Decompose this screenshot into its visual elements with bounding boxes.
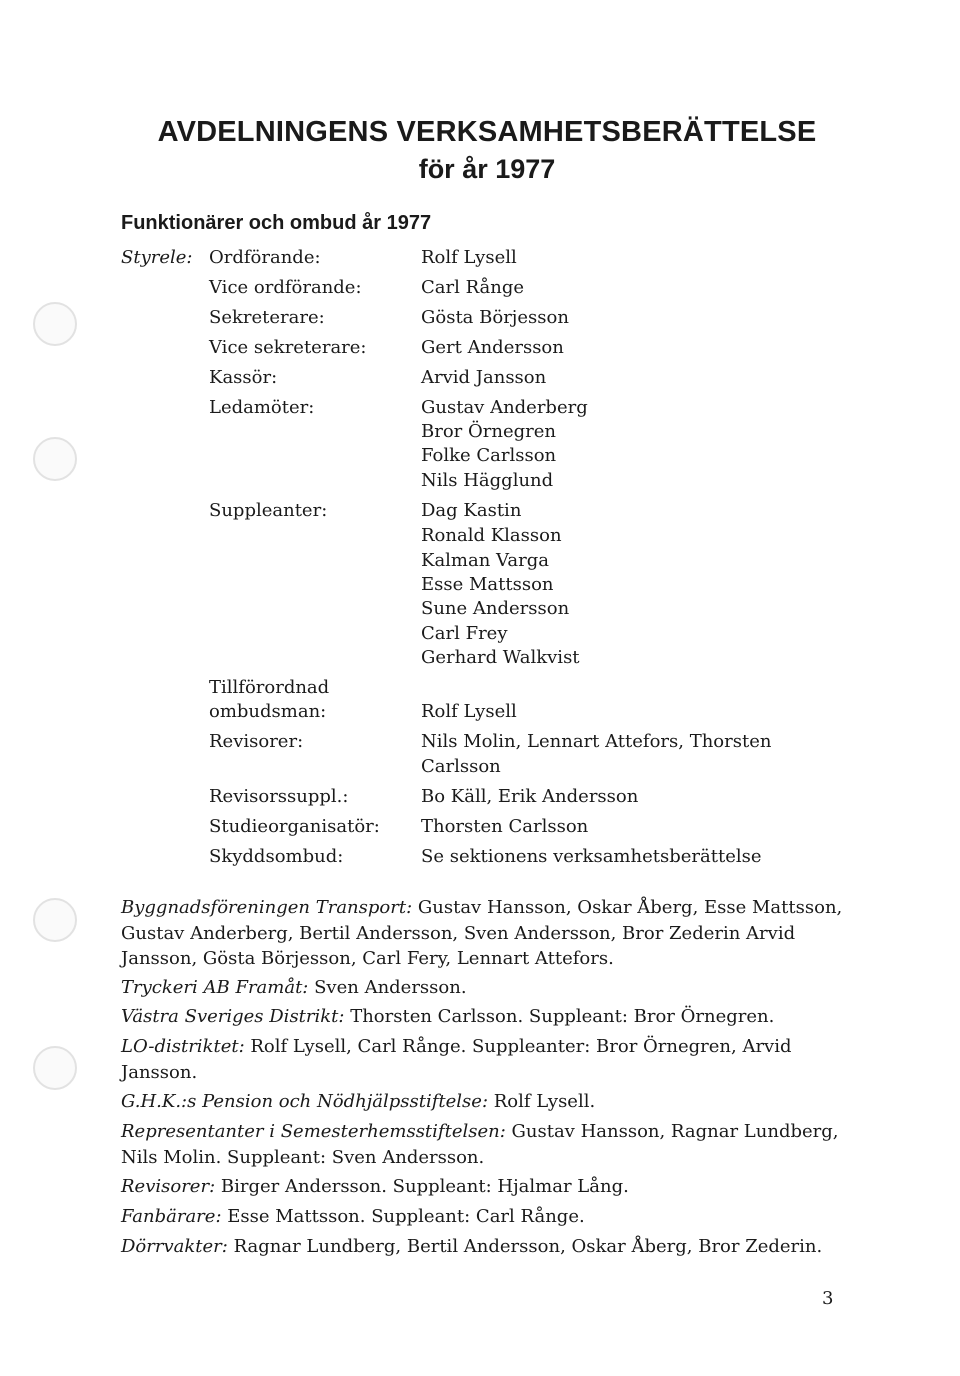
member-name: Gert Andersson xyxy=(421,337,564,358)
punch-hole xyxy=(33,302,77,346)
member-name: Kalman Varga xyxy=(421,550,549,571)
member-name: Se sektionens verksamhetsberättelse xyxy=(421,846,762,867)
styrelse-label: Styrele: xyxy=(121,247,193,268)
paragraph-label: Västra Sveriges Distrikt: xyxy=(121,1006,345,1027)
member-name: Arvid Jansson xyxy=(421,367,547,388)
role-label: Tillförordnad xyxy=(209,677,330,698)
paragraph-lo-distriktet xyxy=(121,1034,851,1085)
member-name: Gerhard Walkvist xyxy=(421,647,580,668)
member-name: Carl Rånge xyxy=(421,277,525,298)
member-name: Thorsten Carlsson xyxy=(421,816,589,837)
member-name: Bo Käll, Erik Andersson xyxy=(421,786,639,807)
paragraph-text: Sven Andersson. xyxy=(308,977,467,998)
paragraph-label: Fanbärare: xyxy=(121,1206,222,1227)
paragraph-revisorer xyxy=(121,1174,851,1200)
role-label: Ordförande: xyxy=(209,247,321,268)
paragraph-text: Ragnar Lundberg, Bertil Andersson, Oskar Åberg, Bror Zederin. xyxy=(227,1236,823,1257)
paragraph-text: Rolf Lysell. xyxy=(488,1091,596,1112)
role-label: Studieorganisatör: xyxy=(209,816,380,837)
member-name: Bror Örnegren xyxy=(421,421,556,442)
punch-hole xyxy=(33,1046,77,1090)
paragraph-label: Dörrvakter: xyxy=(121,1236,228,1257)
paragraph-distrikt xyxy=(121,1004,851,1030)
document-title: AVDELNINGENS VERKSAMHETSBERÄTTELSE xyxy=(157,116,817,148)
paragraph-tryckeri xyxy=(121,975,851,1001)
paragraph-label: Revisorer: xyxy=(121,1176,216,1197)
role-label: Revisorssuppl.: xyxy=(209,786,349,807)
document-subtitle: för år 1977 xyxy=(418,154,556,184)
role-label: Sekreterare: xyxy=(209,307,325,328)
member-name: Esse Mattsson xyxy=(421,574,554,595)
paragraph-label: Tryckeri AB Framåt: xyxy=(121,977,309,998)
paragraph-representanter xyxy=(121,1119,851,1170)
member-name: Carlsson xyxy=(421,756,501,777)
punch-hole xyxy=(33,898,77,942)
role-label: Skyddsombud: xyxy=(209,846,344,867)
paragraph-label: Byggnadsföreningen Transport: xyxy=(121,897,413,918)
role-label: Vice ordförande: xyxy=(209,277,362,298)
member-name: Folke Carlsson xyxy=(421,445,557,466)
page-number: 3 xyxy=(822,1288,834,1309)
member-name: Rolf Lysell xyxy=(421,247,517,268)
paragraph-label: G.H.K.:s Pension och Nödhjälpsstiftelse: xyxy=(121,1091,489,1112)
member-name: Sune Andersson xyxy=(421,598,570,619)
paragraph-text: Thorsten Carlsson. Suppleant: Bror Örnegren. xyxy=(344,1006,775,1027)
member-name: Carl Frey xyxy=(421,623,508,644)
paragraph-dorrvakter xyxy=(121,1234,851,1260)
paragraph-text: Gustav Hansson, Ragnar Lundberg, Nils Molin. Suppleant: Sven Andersson. xyxy=(121,1121,839,1168)
paragraph-text: Esse Mattsson. Suppleant: Carl Rånge. xyxy=(221,1206,585,1227)
member-name: Gösta Börjesson xyxy=(421,307,569,328)
role-label: ombudsman: xyxy=(209,701,327,722)
paragraph-text: Gustav Hansson, Oskar Åberg, Esse Mattsson, Gustav Anderberg, Bertil Andersson, Sven Andersson, Bror Zederin Arvid Jansson, Gösta Börjesson, Carl Fery, Lennart Attefors. xyxy=(121,897,843,969)
member-name: Dag Kastin xyxy=(421,500,522,521)
role-label: Suppleanter: xyxy=(209,500,328,521)
paragraph-byggnadsforeningen xyxy=(121,895,851,972)
member-name: Nils Molin, Lennart Attefors, Thorsten xyxy=(421,731,772,752)
role-label: Vice sekreterare: xyxy=(209,337,367,358)
member-name: Rolf Lysell xyxy=(421,701,517,722)
paragraph-text: Birger Andersson. Suppleant: Hjalmar Lång. xyxy=(215,1176,629,1197)
role-label: Ledamöter: xyxy=(209,397,315,418)
punch-hole xyxy=(33,437,77,481)
paragraph-label: LO-distriktet: xyxy=(121,1036,245,1057)
paragraph-fanbarare xyxy=(121,1204,851,1230)
section-heading: Funktionärer och ombud år 1977 xyxy=(121,212,432,234)
paragraph-ghk xyxy=(121,1089,851,1115)
member-name: Nils Hägglund xyxy=(421,470,554,491)
paragraph-text: Rolf Lysell, Carl Rånge. Suppleanter: Bror Örnegren, Arvid Jansson. xyxy=(121,1036,792,1083)
role-label: Revisorer: xyxy=(209,731,304,752)
member-name: Gustav Anderberg xyxy=(421,397,588,418)
paragraph-label: Representanter i Semesterhemsstiftelsen: xyxy=(121,1121,506,1142)
member-name: Ronald Klasson xyxy=(421,525,562,546)
role-label: Kassör: xyxy=(209,367,278,388)
